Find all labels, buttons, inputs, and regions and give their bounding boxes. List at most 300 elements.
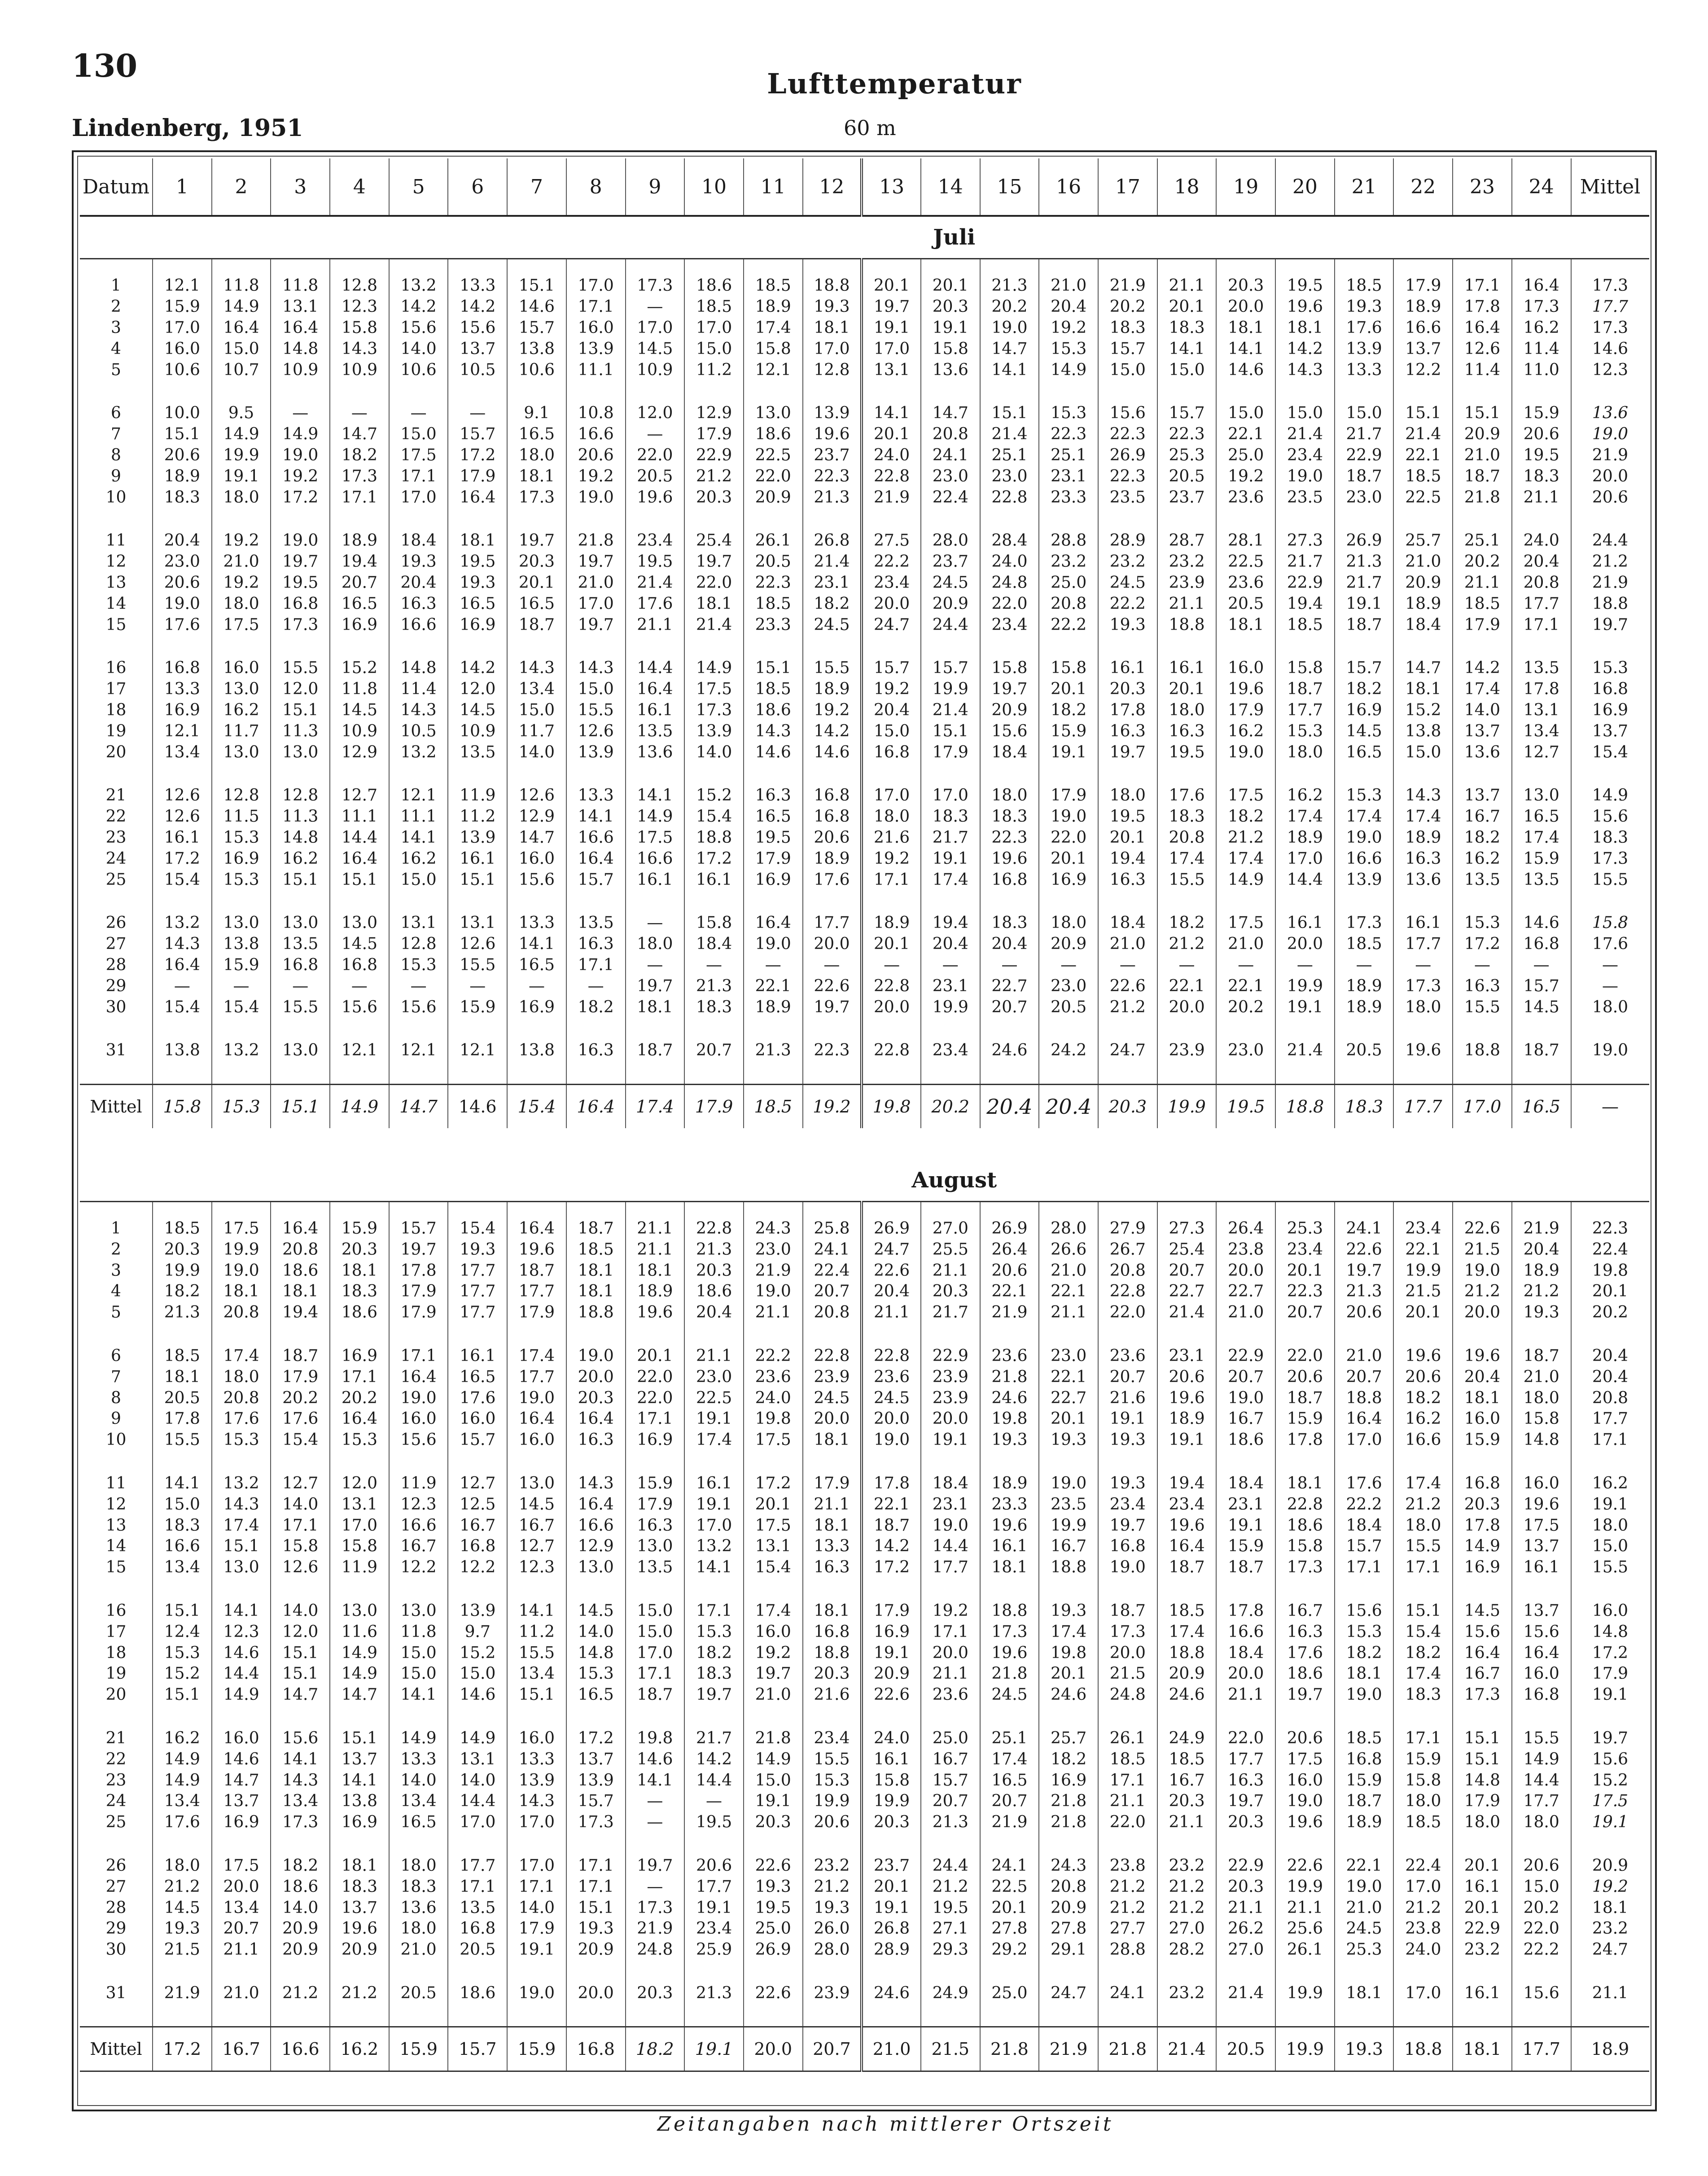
temp-cell: 20.2 (1216, 997, 1275, 1018)
temp-cell: 18.5 (153, 1346, 212, 1367)
temp-cell: 25.7 (1039, 1728, 1098, 1749)
mean-cell: — (1571, 976, 1649, 997)
mean-cell: 14.8 (1571, 1621, 1649, 1642)
table-row (80, 276, 1649, 297)
temp-cell: 20.3 (862, 1812, 921, 1833)
temp-cell: 18.9 (1157, 1409, 1217, 1430)
row-gap (80, 381, 1649, 403)
temp-cell: 18.9 (803, 848, 862, 869)
temp-cell: 15.9 (212, 955, 271, 976)
temp-cell: 17.0 (862, 338, 921, 359)
temp-cell: 18.2 (1453, 827, 1512, 849)
temp-cell: 24.0 (1393, 1940, 1453, 1961)
temp-cell: — (1039, 955, 1098, 976)
temp-cell: 17.2 (862, 1557, 921, 1578)
mean-cell: 16.6 (271, 2027, 330, 2071)
day-cell: 11 (105, 1474, 127, 1493)
temp-cell: 19.2 (212, 530, 271, 552)
temp-cell: 12.1 (389, 785, 448, 806)
temp-cell: 23.6 (1216, 573, 1275, 594)
temp-cell: 26.9 (1098, 445, 1157, 466)
temp-cell: 21.3 (744, 1040, 803, 1061)
temp-cell: 19.5 (271, 573, 330, 594)
temp-cell: 15.0 (1512, 1876, 1571, 1897)
header-date: Datum (80, 158, 153, 216)
day-cell: 18 (105, 701, 127, 719)
temp-cell: 16.0 (1512, 1473, 1571, 1494)
mean-cell: 15.4 (507, 1084, 566, 1128)
temp-cell: 16.7 (1157, 1770, 1217, 1791)
temp-cell: 17.2 (566, 1728, 626, 1749)
temp-cell: 25.1 (980, 1728, 1039, 1749)
temp-cell: 12.1 (448, 1040, 507, 1061)
temp-cell: 18.9 (1393, 827, 1453, 849)
temp-cell: 23.2 (1453, 1940, 1512, 1961)
temp-cell: 17.7 (448, 1856, 507, 1877)
temp-cell: 20.7 (212, 1918, 271, 1940)
mean-cell: 19.7 (1571, 1728, 1649, 1749)
temp-cell: 22.6 (1098, 976, 1157, 997)
temp-cell: 17.6 (212, 1409, 271, 1430)
temp-cell: 19.1 (1157, 1430, 1217, 1451)
temp-cell: 12.6 (1453, 338, 1512, 359)
temp-cell: 20.7 (684, 1040, 744, 1061)
temp-cell: 18.5 (1453, 593, 1512, 614)
temp-cell: 21.2 (330, 1983, 389, 2004)
temp-cell: 16.4 (566, 1409, 626, 1430)
table-row (80, 1876, 1649, 1897)
row-gap (80, 635, 1649, 658)
temp-cell: 17.1 (862, 869, 921, 890)
temp-cell: 15.1 (330, 1728, 389, 1749)
temp-cell: 21.0 (212, 1983, 271, 2004)
temp-cell: 13.5 (1453, 869, 1512, 890)
temp-cell: 14.5 (330, 700, 389, 721)
temp-cell: 18.0 (1453, 1812, 1512, 1833)
day-cell: 6 (111, 404, 121, 423)
temp-cell: 21.2 (1393, 1897, 1453, 1918)
temp-cell: 15.7 (566, 1791, 626, 1812)
temp-cell: 20.6 (980, 1260, 1039, 1281)
temp-cell: 16.2 (1275, 785, 1335, 806)
temp-cell: 16.2 (1512, 318, 1571, 339)
temp-cell: 13.3 (803, 1536, 862, 1557)
header-hour: 3 (271, 158, 330, 216)
temp-cell: 26.7 (1098, 1239, 1157, 1261)
temp-cell: 22.3 (1275, 1281, 1335, 1302)
header-hour: 24 (1512, 158, 1571, 216)
temp-cell: 15.6 (1453, 1621, 1512, 1642)
temp-cell: 16.9 (330, 614, 389, 635)
temp-cell: 21.3 (684, 1983, 744, 2004)
temp-cell: 16.7 (1453, 1664, 1512, 1685)
temp-cell: 20.1 (862, 1876, 921, 1897)
mean-cell: 18.2 (626, 2027, 685, 2071)
temp-cell: 20.3 (803, 1664, 862, 1685)
temp-cell: 20.8 (212, 1388, 271, 1409)
temp-cell: 20.9 (566, 1940, 626, 1961)
temp-cell: 12.8 (389, 934, 448, 955)
temp-cell: 28.0 (921, 530, 980, 552)
temp-cell: 21.2 (1157, 1897, 1217, 1918)
temp-cell: 16.4 (271, 1218, 330, 1239)
temp-cell: 11.9 (448, 785, 507, 806)
temp-cell: 18.1 (212, 1281, 271, 1302)
day-cell: 25 (105, 1813, 127, 1832)
day-cell: 15 (105, 1558, 127, 1577)
temp-cell: 18.1 (1335, 1664, 1394, 1685)
temp-cell: 25.0 (980, 1983, 1039, 2004)
temp-cell: 13.6 (1393, 869, 1453, 890)
temp-cell: 23.4 (1393, 1218, 1453, 1239)
temp-cell: 17.3 (1335, 913, 1394, 934)
temp-cell: 19.1 (212, 466, 271, 487)
temp-cell: 10.9 (330, 359, 389, 381)
temp-cell: 19.0 (744, 934, 803, 955)
mean-cell: 15.3 (212, 1084, 271, 1128)
temp-cell: 16.5 (448, 593, 507, 614)
temp-cell: 15.8 (1275, 1536, 1335, 1557)
mean-cell: 21.9 (1571, 445, 1649, 466)
temp-cell: 11.9 (330, 1557, 389, 1578)
temp-cell: 13.5 (448, 742, 507, 763)
temp-cell: 14.9 (212, 297, 271, 318)
temp-cell: 12.2 (1393, 359, 1453, 381)
temp-cell: 12.1 (389, 1040, 448, 1061)
table-row (80, 318, 1649, 339)
temp-cell: 20.4 (1512, 552, 1571, 573)
temp-cell: 22.3 (1039, 424, 1098, 445)
temp-cell: 22.0 (626, 1388, 685, 1409)
temp-cell: 15.0 (862, 721, 921, 742)
temp-cell: 21.3 (684, 976, 744, 997)
temp-cell: 18.9 (626, 1281, 685, 1302)
temp-cell: 20.1 (1157, 679, 1217, 700)
temp-cell: 27.8 (980, 1918, 1039, 1940)
temp-cell: 18.7 (1098, 1601, 1157, 1622)
temp-cell: 14.7 (507, 827, 566, 849)
temp-cell: 23.4 (803, 1728, 862, 1749)
temp-cell: 23.2 (1157, 1856, 1217, 1877)
temp-cell: 13.1 (448, 1749, 507, 1770)
header-hour: 6 (448, 158, 507, 216)
temp-cell: 18.7 (1275, 1388, 1335, 1409)
temp-cell: 21.0 (389, 1940, 448, 1961)
temp-cell: 19.5 (626, 552, 685, 573)
temp-cell: 16.5 (507, 955, 566, 976)
day-cell: 8 (111, 446, 121, 464)
temp-cell: 19.0 (744, 1281, 803, 1302)
temp-cell: 17.3 (1512, 297, 1571, 318)
temp-cell: 16.0 (744, 1621, 803, 1642)
temp-cell: 19.7 (626, 976, 685, 997)
temp-cell: 11.3 (271, 806, 330, 827)
temp-cell: 16.2 (389, 848, 448, 869)
temp-cell: 10.8 (566, 403, 626, 424)
temp-cell: 14.3 (212, 1494, 271, 1515)
temp-cell: 15.5 (507, 1642, 566, 1664)
day-cell: 26 (105, 1856, 127, 1875)
temp-cell: 19.3 (1039, 1430, 1098, 1451)
temp-cell: 17.0 (921, 785, 980, 806)
temp-cell: 16.8 (980, 869, 1039, 890)
temp-cell: 15.4 (744, 1557, 803, 1578)
temp-cell: 22.3 (803, 1040, 862, 1061)
temp-cell: 14.6 (803, 742, 862, 763)
temp-cell: 15.0 (684, 338, 744, 359)
temp-cell: 24.0 (862, 1728, 921, 1749)
temp-cell: 21.1 (684, 1346, 744, 1367)
temp-cell: 17.9 (684, 424, 744, 445)
temp-cell: 10.6 (507, 359, 566, 381)
temp-cell: 21.2 (1098, 1876, 1157, 1897)
temp-cell: 15.6 (1512, 1621, 1571, 1642)
temp-cell: 17.1 (626, 1664, 685, 1685)
temp-cell: 20.5 (1039, 997, 1098, 1018)
temp-cell: 15.4 (1393, 1621, 1453, 1642)
mean-cell: 16.7 (212, 2027, 271, 2071)
temp-cell: 11.6 (330, 1621, 389, 1642)
temp-cell: 21.0 (1098, 934, 1157, 955)
temp-cell: 25.4 (1157, 1239, 1217, 1261)
temp-cell: 20.4 (980, 934, 1039, 955)
temp-cell: 19.3 (448, 573, 507, 594)
temp-cell: 15.9 (153, 297, 212, 318)
temp-cell: 18.7 (1453, 466, 1512, 487)
temp-cell: 21.7 (1335, 573, 1394, 594)
mean-cell: 17.5 (1571, 1791, 1649, 1812)
temp-cell: 16.9 (1453, 1557, 1512, 1578)
temp-cell: 16.9 (212, 1812, 271, 1833)
temp-cell: 13.9 (566, 338, 626, 359)
temp-cell: 13.3 (507, 913, 566, 934)
table-row (80, 1260, 1649, 1281)
temp-cell: 23.7 (862, 1856, 921, 1877)
mean-cell: 21.0 (862, 2027, 921, 2071)
temp-cell: 18.9 (330, 530, 389, 552)
temp-cell: 20.9 (1453, 424, 1512, 445)
temp-cell: 18.1 (271, 1281, 330, 1302)
temp-cell: 20.7 (1275, 1302, 1335, 1323)
temp-cell: 13.1 (271, 297, 330, 318)
day-cell: 18 (105, 1643, 127, 1662)
temp-cell: 12.7 (330, 785, 389, 806)
mean-cell: 21.9 (1039, 2027, 1098, 2071)
temp-cell: 14.9 (744, 1749, 803, 1770)
temp-cell: 20.6 (153, 573, 212, 594)
temp-cell: 13.2 (153, 913, 212, 934)
mean-cell: 18.3 (1571, 827, 1649, 849)
mean-cell: 16.2 (1571, 1473, 1649, 1494)
mean-cell: 17.9 (1571, 1664, 1649, 1685)
temp-cell: 16.4 (1157, 1536, 1217, 1557)
header-hour: 12 (803, 158, 862, 216)
temp-cell: 24.8 (1098, 1685, 1157, 1706)
temp-cell: 20.3 (1453, 1494, 1512, 1515)
temp-cell: 20.0 (566, 1366, 626, 1388)
day-cell: 31 (105, 1041, 127, 1060)
temp-cell: 14.2 (389, 297, 448, 318)
mean-cell: 14.9 (330, 1084, 389, 1128)
table-row (80, 1430, 1649, 1451)
header-hour: 10 (684, 158, 744, 216)
temp-cell: 14.3 (566, 658, 626, 679)
temp-cell: 17.9 (1039, 785, 1098, 806)
day-cell: 17 (105, 1622, 127, 1641)
temp-cell: 13.4 (212, 1897, 271, 1918)
temp-cell: 17.4 (921, 869, 980, 890)
temp-cell: 27.7 (1098, 1918, 1157, 1940)
temp-cell: 17.8 (153, 1409, 212, 1430)
temp-cell: 16.6 (389, 614, 448, 635)
temp-cell: 15.1 (271, 1664, 330, 1685)
row-gap (80, 2004, 1649, 2027)
temp-cell: 25.3 (1335, 1940, 1394, 1961)
temp-cell: 14.1 (980, 359, 1039, 381)
temp-cell: 12.7 (448, 1473, 507, 1494)
temp-cell: 16.2 (153, 1728, 212, 1749)
table-row (80, 1409, 1649, 1430)
temp-cell: — (626, 955, 685, 976)
mean-cell: 19.3 (1335, 2027, 1394, 2071)
temp-cell: 22.7 (1039, 1388, 1098, 1409)
temp-cell: 23.0 (1039, 1346, 1098, 1367)
temp-cell: 21.7 (684, 1728, 744, 1749)
temp-cell: 17.9 (921, 742, 980, 763)
temp-cell: 16.3 (1453, 976, 1512, 997)
header-hour: 7 (507, 158, 566, 216)
temp-cell: 18.8 (1335, 1388, 1394, 1409)
temp-cell: 20.1 (1039, 1664, 1098, 1685)
temp-cell: 19.4 (330, 552, 389, 573)
temp-cell: 16.0 (507, 1728, 566, 1749)
temp-cell: 20.9 (271, 1918, 330, 1940)
row-gap (80, 259, 1649, 276)
temp-cell: 19.6 (980, 848, 1039, 869)
temp-cell: 25.0 (921, 1728, 980, 1749)
temp-cell: 14.5 (507, 1494, 566, 1515)
temp-cell: 25.3 (1275, 1218, 1335, 1239)
temp-cell: 22.1 (980, 1281, 1039, 1302)
temp-cell: 23.1 (1039, 466, 1098, 487)
row-gap (80, 890, 1649, 913)
mean-cell: 24.7 (1571, 1940, 1649, 1961)
temp-cell: 23.6 (1216, 487, 1275, 508)
temp-cell: 23.6 (1098, 1346, 1157, 1367)
temp-cell: 17.7 (921, 1557, 980, 1578)
row-gap (80, 1061, 1649, 1085)
temp-cell: 18.3 (980, 806, 1039, 827)
temp-cell: 12.8 (271, 785, 330, 806)
temp-cell: 21.2 (153, 1876, 212, 1897)
temp-cell: 19.2 (921, 1601, 980, 1622)
temp-cell: 11.3 (271, 721, 330, 742)
temp-cell: 19.7 (389, 1239, 448, 1261)
temp-cell: 15.1 (1393, 1601, 1453, 1622)
temp-cell: 16.7 (1039, 1536, 1098, 1557)
temp-cell: 19.9 (1039, 1515, 1098, 1536)
temp-cell: 13.3 (389, 1749, 448, 1770)
temp-cell: 21.2 (921, 1876, 980, 1897)
temp-cell: 16.9 (153, 700, 212, 721)
temp-cell: 17.4 (980, 1749, 1039, 1770)
mean-cell: 14.6 (448, 1084, 507, 1128)
temp-cell: 14.0 (507, 742, 566, 763)
month-heading-row (80, 216, 1649, 259)
mean-cell: 17.3 (1571, 318, 1649, 339)
temp-cell: 18.3 (153, 487, 212, 508)
temp-cell: 17.0 (684, 1515, 744, 1536)
temp-cell: 14.0 (389, 338, 448, 359)
temp-cell: 21.8 (1039, 1812, 1098, 1833)
temp-cell: 17.4 (1335, 806, 1394, 827)
temp-cell: 19.7 (803, 997, 862, 1018)
table-row (80, 679, 1649, 700)
day-cell: 7 (111, 425, 121, 444)
temp-cell: 22.4 (921, 487, 980, 508)
temp-cell: 15.1 (1453, 403, 1512, 424)
temp-cell: — (626, 913, 685, 934)
temp-cell: 18.0 (1157, 700, 1217, 721)
temp-cell: 18.8 (803, 1642, 862, 1664)
temp-cell: 20.3 (626, 1983, 685, 2004)
temp-cell: 20.9 (271, 1940, 330, 1961)
temp-cell: 12.0 (271, 679, 330, 700)
monthly-mean-row (80, 1084, 1649, 1128)
day-cell: 13 (105, 573, 127, 592)
temp-cell: 16.4 (389, 1366, 448, 1388)
temp-cell: 24.5 (1098, 573, 1157, 594)
temp-cell: 20.0 (1453, 1302, 1512, 1323)
temp-cell: 17.3 (507, 487, 566, 508)
temp-cell: 15.5 (1453, 997, 1512, 1018)
temp-cell: 17.4 (1157, 1621, 1217, 1642)
temp-cell: 20.0 (921, 1409, 980, 1430)
table-row (80, 1515, 1649, 1536)
temp-cell: 19.0 (1216, 742, 1275, 763)
temp-cell: 16.5 (507, 593, 566, 614)
temp-cell: 13.0 (330, 1601, 389, 1622)
temp-cell: 24.0 (744, 1388, 803, 1409)
temp-cell: 19.0 (507, 1388, 566, 1409)
temp-cell: 15.6 (980, 721, 1039, 742)
temperature-table (80, 158, 1649, 2072)
temp-cell: 14.5 (448, 700, 507, 721)
header-hour: 15 (980, 158, 1039, 216)
temp-cell: 20.7 (1335, 1366, 1394, 1388)
temp-cell: 20.3 (330, 1239, 389, 1261)
temp-cell: 14.0 (684, 742, 744, 763)
temp-cell: 17.0 (1275, 848, 1335, 869)
temp-cell: 21.2 (1216, 827, 1275, 849)
mean-cell: 18.8 (1275, 1084, 1335, 1128)
temp-cell: 17.6 (1157, 785, 1217, 806)
temp-cell: 13.2 (212, 1040, 271, 1061)
temp-cell: 19.0 (1335, 1685, 1394, 1706)
temp-cell: 17.6 (448, 1388, 507, 1409)
temp-cell: 9.5 (212, 403, 271, 424)
temp-cell: 15.1 (566, 1897, 626, 1918)
temp-cell: 20.9 (1157, 1664, 1217, 1685)
temp-cell: 15.3 (803, 1770, 862, 1791)
temp-cell: 21.1 (1216, 1897, 1275, 1918)
mean-cell: 21.9 (1571, 573, 1649, 594)
temp-cell: 24.7 (862, 1239, 921, 1261)
temp-cell: 14.9 (330, 1642, 389, 1664)
temp-cell: 16.8 (1512, 1685, 1571, 1706)
temp-cell: 21.0 (212, 552, 271, 573)
temp-cell: 17.9 (626, 1494, 685, 1515)
